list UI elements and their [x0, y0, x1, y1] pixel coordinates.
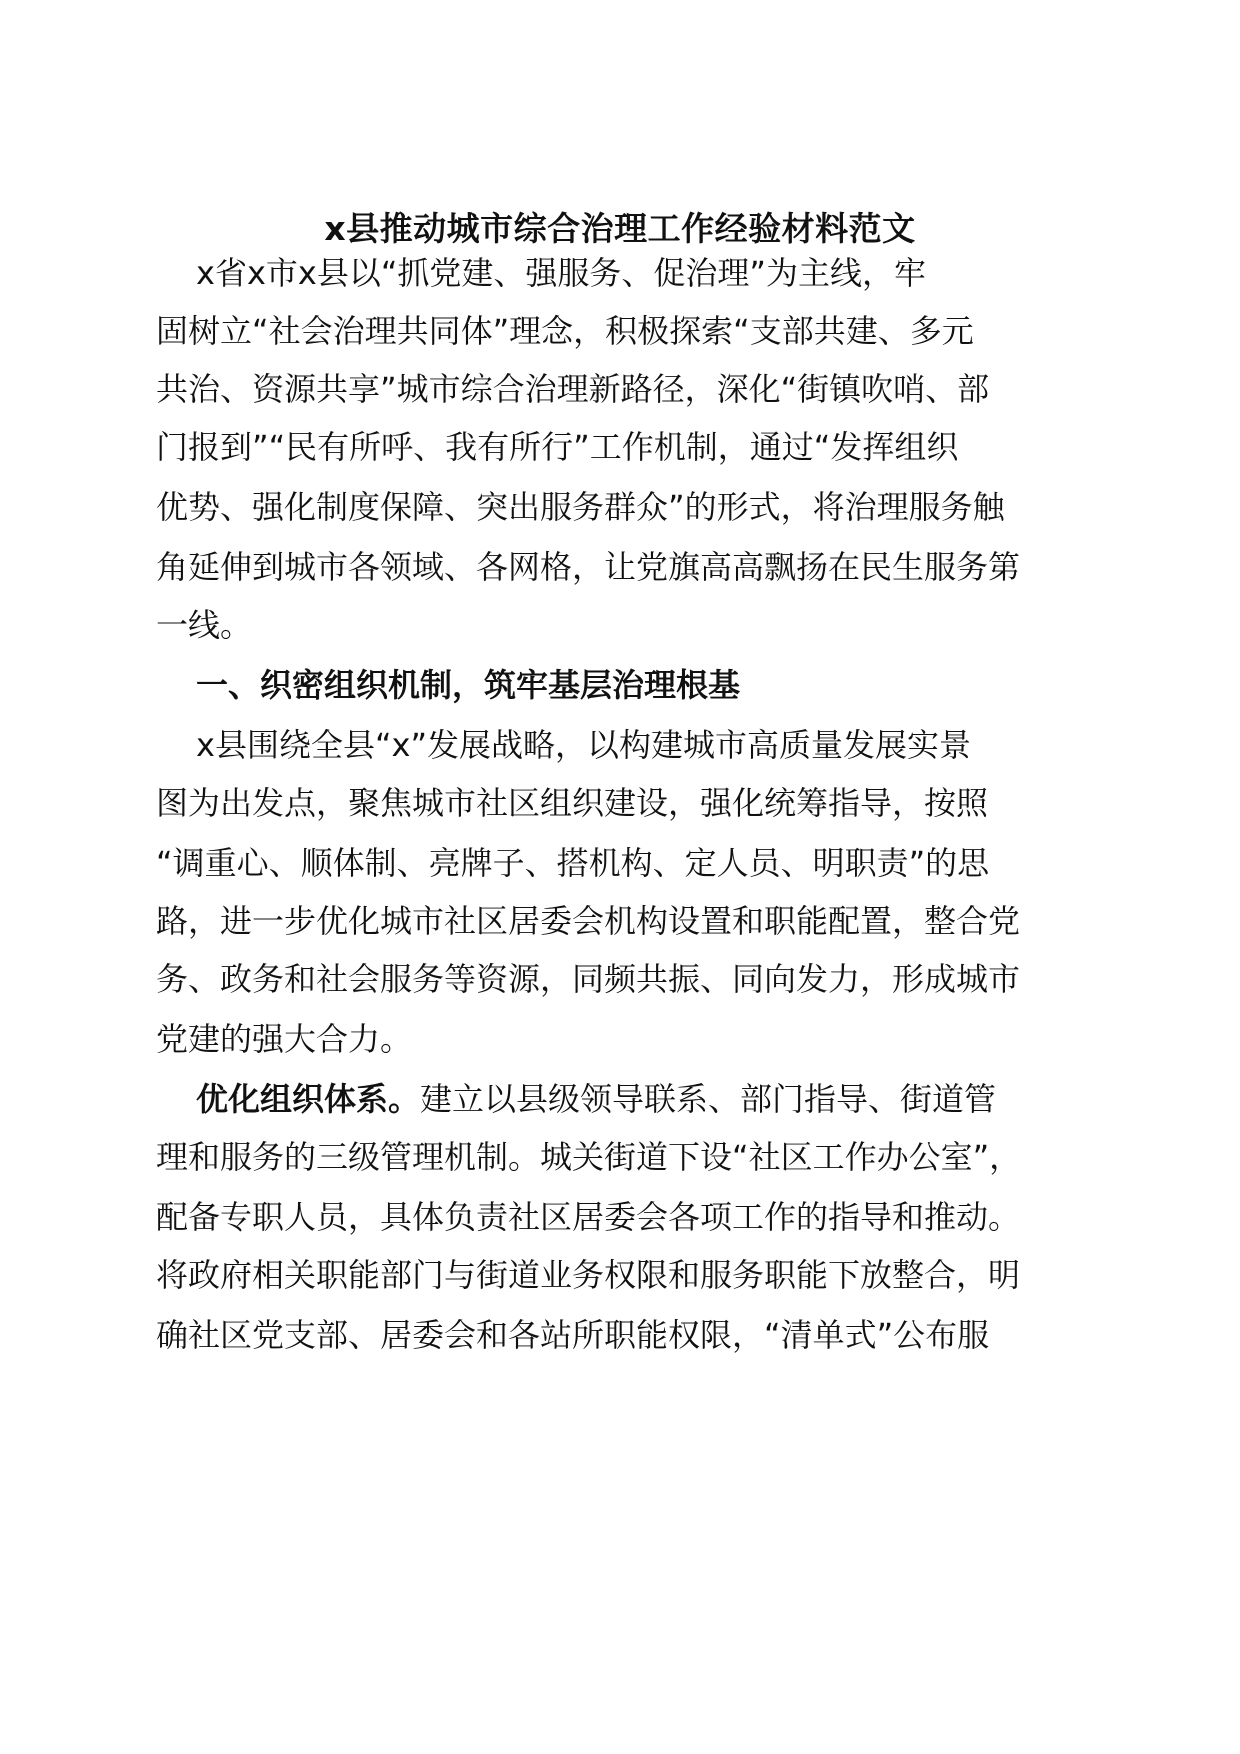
paragraph-line — [156, 1302, 989, 1368]
paragraph-line — [196, 712, 971, 778]
line-text: 固树立“社会治理共同体”理念，积极探索“支部共建、多元 — [156, 312, 974, 350]
line-text: 确社区党支部、居委会和各站所职能权限，“清单式”公布服 — [156, 1316, 990, 1354]
line-text: 优势、强化制度保障、突出服务群众”的形式，将治理服务触 — [156, 488, 1005, 526]
line-text: x省x市x县以“抓党建、强服务、促治理”为主线，牢 — [196, 254, 926, 292]
document-title: x县推动城市综合治理工作经验材料范文 — [324, 209, 916, 248]
line-text: “调重心、顺体制、亮牌子、搭机构、定人员、明职责”的思 — [156, 844, 990, 882]
paragraph-line — [156, 946, 1020, 1012]
line-text: 图为出发点，聚焦城市社区组织建设，强化统筹指导，按照 — [156, 784, 989, 822]
line-text: 角延伸到城市各领域、各网格，让党旗高高飘扬在民生服务第 — [156, 548, 1021, 586]
paragraph-line — [156, 770, 988, 836]
paragraph-line — [196, 240, 926, 306]
paragraph-line — [156, 1006, 412, 1072]
line-text: 门报到”“民有所呼、我有所行”工作机制，通过“发挥组织 — [156, 428, 959, 466]
line-text: 共治、资源共享”城市综合治理新路径，深化“街镇吹哨、部 — [156, 370, 990, 408]
section-heading — [196, 652, 740, 718]
line-text: 理和服务的三级管理机制。城关街道下设“社区工作办公室”， — [156, 1138, 1022, 1176]
paragraph-line — [156, 592, 252, 658]
paragraph-line — [156, 1184, 1020, 1250]
paragraph-line — [156, 298, 974, 364]
paragraph-line — [156, 534, 1020, 600]
paragraph-line — [156, 1124, 1021, 1190]
line-text: 将政府相关职能部门与街道业务权限和服务职能下放整合，明 — [156, 1256, 1021, 1294]
paragraph-line — [156, 356, 989, 422]
paragraph-line — [196, 1066, 996, 1132]
line-text: 路，进一步优化城市社区居委会机构设置和职能配置，整合党 — [156, 902, 1021, 940]
line-text: 配备专职人员，具体负责社区居委会各项工作的指导和推动。 — [156, 1198, 1021, 1236]
line-text: 建立以县级领导联系、部门指导、街道管 — [420, 1080, 997, 1118]
paragraph-line — [156, 888, 1020, 954]
subheading-text: 优化组织体系。 — [196, 1080, 421, 1118]
line-text: 一线。 — [156, 606, 253, 644]
heading-text: 一、织密组织机制，筑牢基层治理根基 — [196, 666, 741, 704]
line-text: 党建的强大合力。 — [156, 1020, 413, 1058]
paragraph-line — [156, 474, 1005, 540]
paragraph-line — [156, 1242, 1020, 1308]
paragraph-line — [156, 414, 958, 480]
paragraph-line — [156, 830, 989, 896]
line-text: 务、政务和社会服务等资源，同频共振、同向发力，形成城市 — [156, 960, 1021, 998]
line-text: x县围绕全县“x”发展战略，以构建城市高质量发展实景 — [196, 726, 972, 764]
